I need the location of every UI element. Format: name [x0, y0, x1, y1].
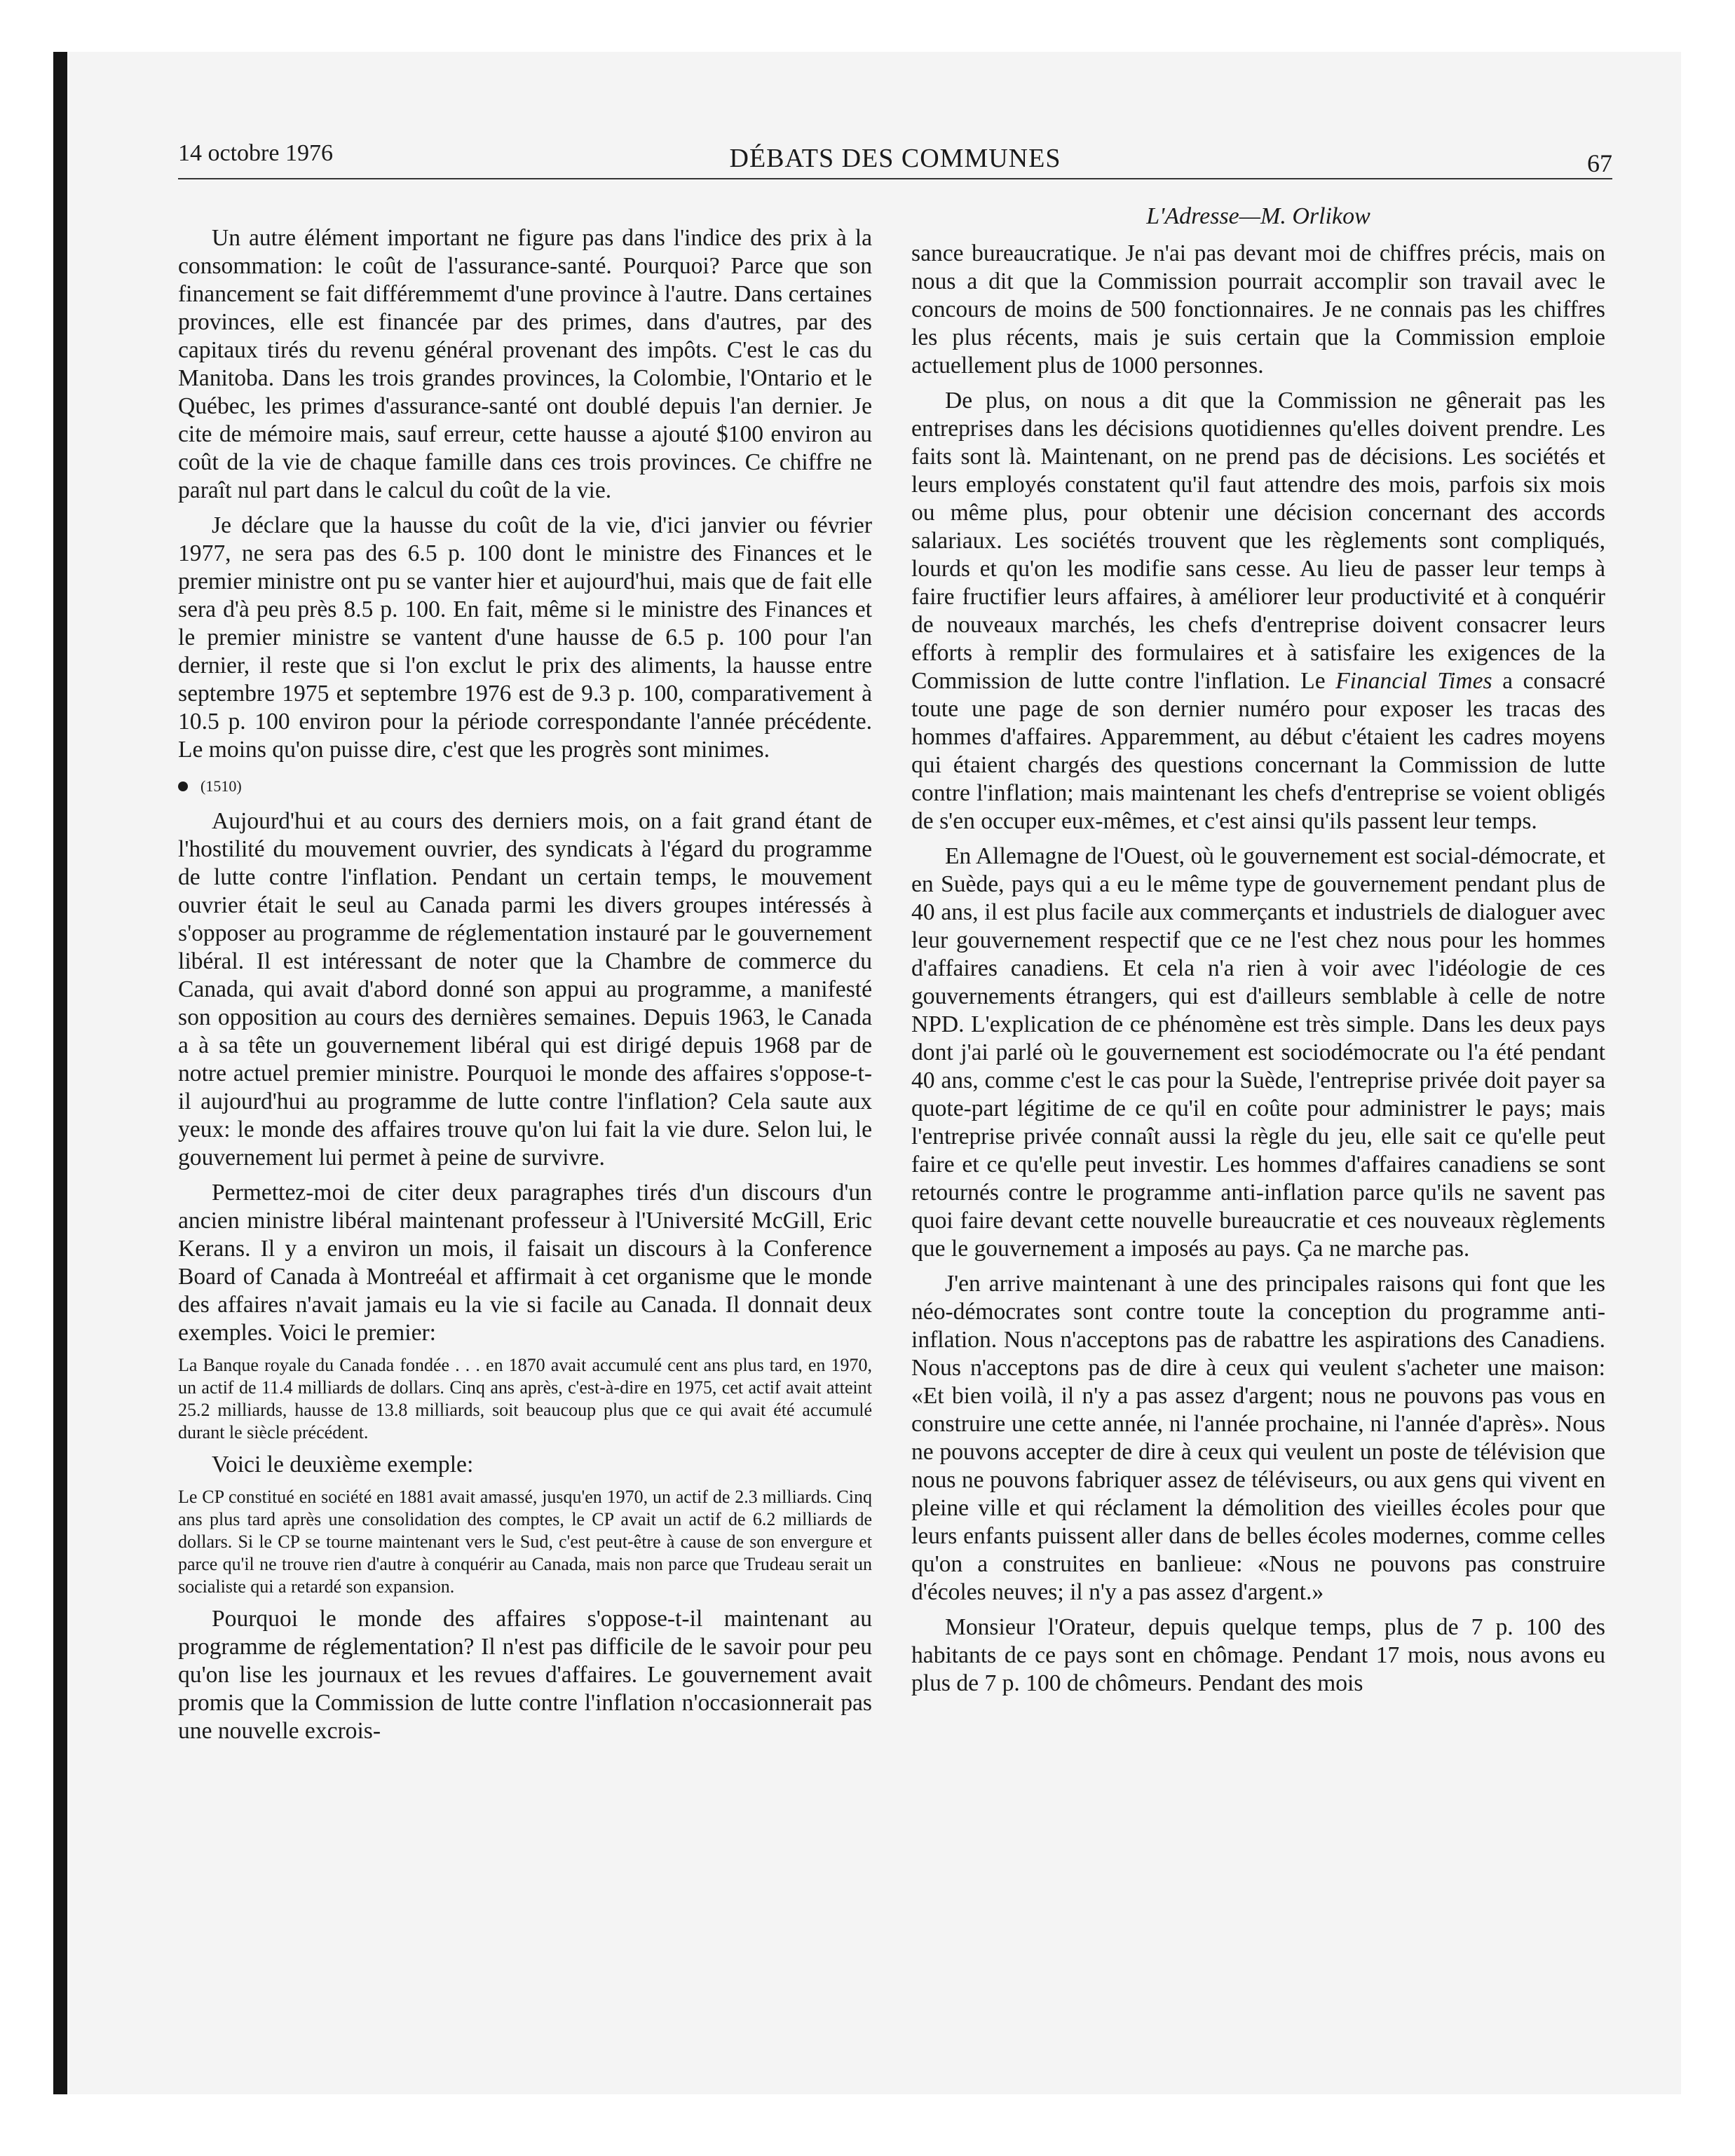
header-title: DÉBATS DES COMMUNES	[729, 144, 1061, 173]
right-column	[911, 240, 1605, 1705]
time-stamp-text: (1510)	[200, 777, 242, 795]
header-date: 14 octobre 1976	[178, 140, 333, 166]
bullet-icon	[178, 782, 188, 791]
paragraph: sance bureaucratique. Je n'ai pas devant moi de chiffres précis, mais on nous a dit que la Commission pourrait accomplir son travail avec le concours de moins de 500 fonctionnaires. Je ne connais pas les chiffres les plus récents, mais je suis certain que la Commission emploie actuellement plus de 1000 personnes.	[911, 240, 1605, 378]
paragraph: Un autre élément important ne figure pas dans l'indice des prix à la consommation: le coût de l'assurance-santé. Pourquoi? Parce que son financement se fait différemmemt d'une province à l'autre. Dans certaines provinces, elle est financée par des primes, dans d'autres, par des capitaux tirés du revenu général provenant des impôts. C'est le cas du Manitoba. Dans les trois grandes provinces, la Colombie, l'Ontario et le Québec, les primes d'assurance-santé ont doublé depuis l'an dernier. Je cite de mémoire mais, sauf erreur, cette hausse a ajouté $100 environ au coût de la vie de chaque famille dans ces trois provinces. Ce chiffre ne paraît nul part dans le calcul du coût de la vie.	[178, 225, 872, 503]
time-stamp	[178, 772, 872, 800]
block-quote: Le CP constitué en société en 1881 avait amassé, jusqu'en 1970, un actif de 2.3 milliards. Cinq ans plus tard après une consolidation des comptes, le CP avait un actif de 6.2 milliards de dollars. Si le CP se tourne maintenant vers le Sud, c'est peut-être à cause de son envergure et parce qu'il ne trouve rien d'autre à conquérir au Canada, mais non parce que Trudeau serait un socialiste qui a retardé son expansion.	[178, 1487, 872, 1597]
paragraph-text: De plus, on nous a dit que la Commission ne gênerait pas les entreprises dans les décisions quotidiennes qu'elles doivent prendre. Les faits sont là. Maintenant, on ne prend pas de décisions. Les sociétés et leurs employés constatent qu'il faut attendre des mois, parfois six mois ou même plus, pour obtenir une décision concernant des accords salariaux. Les sociétés trouvent que les règlements sont compliqués, lourds et qu'on les modifie sans cesse. Au lieu de passer leur temps à faire fructifier leurs affaires, à améliorer leur productivité et à conquérir de nouveaux marchés, les chefs d'entreprise doivent consacrer leurs efforts à remplir des formulaires et à satisfaire les exigences de la Commission de lutte contre l'inflation. Le	[911, 388, 1605, 694]
page-header	[178, 137, 1612, 179]
paragraph: Aujourd'hui et au cours des derniers mois, on a fait grand étant de l'hostilité du mouvement ouvrier, des syndicats à l'égard du programme de lutte contre l'inflation. Pendant un certain temps, le mouvement ouvrier était le seul au Canada parmi les divers groupes intéressés à s'opposer au programme de réglementation instauré par le gouvernement libéral. Il est intéressant de noter que la Chambre de commerce du Canada, qui avait d'abord donné son appui au programme, a manifesté son opposition au cours des dernières semaines. Depuis 1963, le Canada a à sa tête un gouvernement libéral qui est dirigé depuis 1968 par de notre actuel premier ministre. Pourquoi le monde des affaires s'oppose-t-il aujourd'hui au programme de lutte contre l'inflation? Cela saute aux yeux: le monde des affaires trouve qu'on lui fait la vie dure. Selon lui, le gouvernement lui permet à peine de survivre.	[178, 808, 872, 1171]
paragraph	[911, 387, 1605, 835]
paragraph-text: a consacré toute une page de son dernier numéro pour exposer les tracas des hommes d'affaires. Apparemment, au début c'étaient les cadres moyens qui étaient chargés des questions concernant la Commission de lutte contre l'inflation; mais maintenant les chefs d'entreprise se voient obligés de s'en occuper eux-mêmes, et c'est ainsi qu'ils passent leur temps.	[911, 668, 1605, 834]
paragraph: Voici le deuxième exemple:	[212, 1452, 474, 1478]
paragraph: Permettez-moi de citer deux paragraphes tirés d'un discours d'un ancien ministre libéral maintenant professeur à l'Université McGill, Eric Kerans. Il y a environ un mois, il faisait un discours à la Conference Board of Canada à Montreéal et affirmait à cet organisme que le monde des affaires n'avait jamais eu la vie si facile au Canada. Il donnait deux exemples. Voici le premier:	[178, 1180, 872, 1346]
block-quote: La Banque royale du Canada fondée . . . en 1870 avait accumulé cent ans plus tard, en 1970, un actif de 11.4 milliards de dollars. Cinq ans après, c'est-à-dire en 1975, cet actif avait atteint 25.2 milliards, hausse de 13.8 milliards, soit beaucoup plus que ce qui avait été accumulé durant le siècle précédent.	[178, 1355, 872, 1442]
paragraph: Je déclare que la hausse du coût de la vie, d'ici janvier ou février 1977, ne sera pas des 6.5 p. 100 dont le ministre des Finances et le premier ministre ont pu se vanter hier et aujourd'hui, mais que de fait elle sera d'à peu près 8.5 p. 100. En fait, même si le ministre des Finances et le premier ministre se vantent d'une hausse de 6.5 p. 100 pour l'an dernier, il reste que si l'on exclut le prix des aliments, la hausse entre septembre 1975 et septembre 1976 est de 9.3 p. 100, comparativement à 10.5 p. 100 environ pour la période correspondante l'année précédente. Le moins qu'on puisse dire, c'est que les progrès sont minimes.	[178, 512, 872, 763]
page-number: 67	[1587, 149, 1612, 177]
scan-edge	[53, 52, 67, 2094]
paragraph: Monsieur l'Orateur, depuis quelque temps, plus de 7 p. 100 des habitants de ce pays sont en chômage. Pendant 17 mois, nous avons eu plus de 7 p. 100 de chômeurs. Pendant des mois	[911, 1614, 1605, 1696]
left-column	[178, 224, 872, 1752]
paragraph: En Allemagne de l'Ouest, où le gouvernement est social-démocrate, et en Suède, pays qui a eu le même type de gouvernement pendant plus de 40 ans, il est plus facile aux commerçants et industriels de dialoguer avec leur gouvernement respectif que ce ne l'est chez nous pour les hommes d'affaires canadiens. Et cela n'a rien à voir avec l'idéologie de ces gouvernements étrangers, qui est d'ailleurs semblable à celle de notre NPD. L'explication de ce phénomène est très simple. Dans les deux pays dont j'ai parlé où le gouvernement est sociodémocrate ou l'a été pendant 40 ans, comme c'est le cas pour la Suède, l'entreprise privée doit payer sa quote-part légitime de ce qu'il en coûte pour administrer le pays; mais l'entreprise privée connaît aussi la règle du jeu, elle sait ce qu'elle peut faire et ce qu'elle peut investir. Les hommes d'affaires canadiens se sont retournés contre le programme anti-inflation parce qu'ils ne savent pas quoi faire devant cette nouvelle bureaucratie et ces nouveaux règlements que le gouvernement a imposés au pays. Ça ne marche pas.	[911, 843, 1605, 1262]
paragraph: Pourquoi le monde des affaires s'oppose-t-il maintenant au programme de réglementation? Il n'est pas difficile de le savoir pour peu qu'on lise les journaux et les revues d'affaires. Le gouvernement avait promis que la Commission de lutte contre l'inflation n'occasionnerait pas une nouvelle excrois-	[178, 1606, 872, 1744]
publication-name: Financial Times	[1335, 668, 1492, 694]
running-head: L'Adresse—M. Orlikow	[1146, 203, 1370, 229]
paragraph: J'en arrive maintenant à une des principales raisons qui font que les néo-démocrates sont contre toute la conception du programme anti-inflation. Nous n'acceptons pas de rabattre les aspirations des Canadiens. Nous n'acceptons pas de dire à ceux qui veulent s'acheter une maison: «Et bien voilà, il n'y a pas assez d'argent; nous ne pouvons pas vous en construire une cette année, ni l'année prochaine, ni l'année d'après». Nous ne pouvons accepter de dire à ceux qui veulent un poste de télévision que nous ne pouvons fabriquer assez de téléviseurs, ou aux gens qui vivent en pleine ville et qui réclament la démolition des vieilles écoles pour que leurs enfants puissent aller dans de belles écoles modernes, comme celles qu'on a construites en banlieue: «Nous ne pouvons pas construire d'écoles neuves; il n'y a pas assez d'argent.»	[911, 1271, 1605, 1605]
